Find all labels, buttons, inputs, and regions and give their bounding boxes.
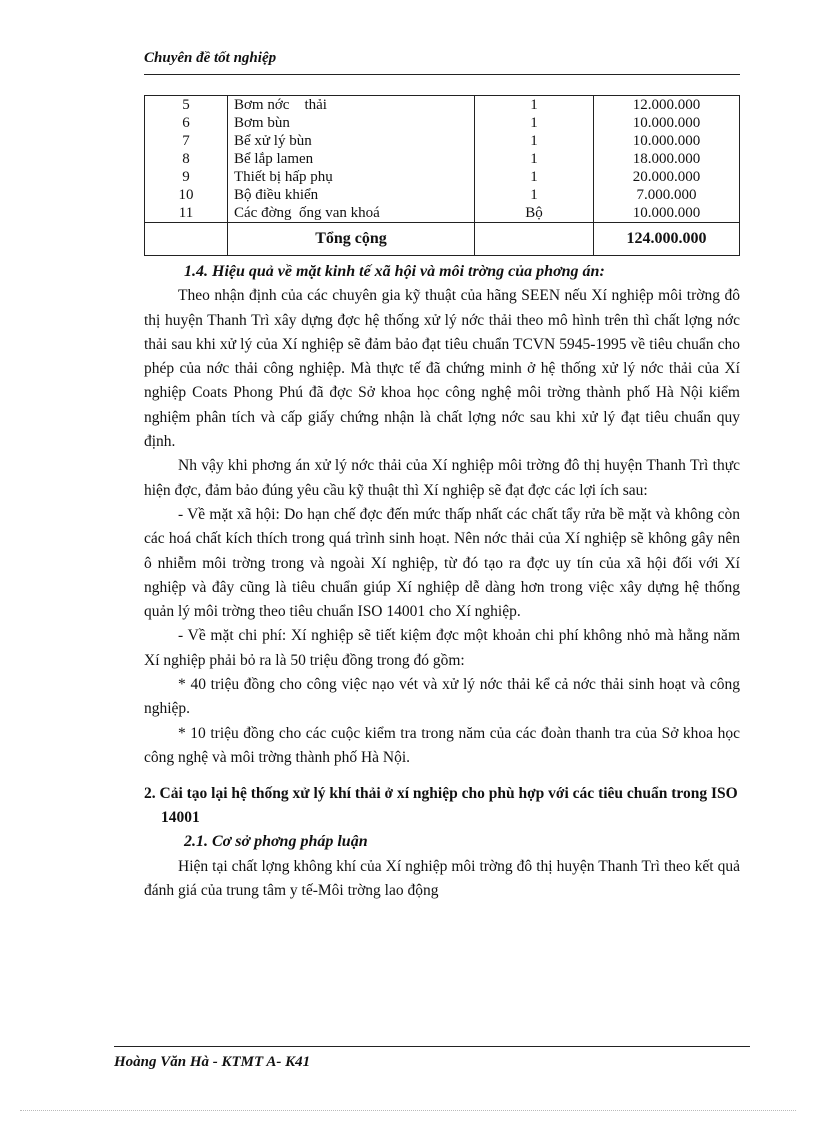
paragraph-cost-benefit: - Về mặt chi phí: Xí nghiệp sẽ tiết kiệm đợc một khoản chi phí không nhỏ mà hằng năm Xí nghiệp phải bỏ ra là 50 triệu đồng trong đó gồm: (144, 627, 740, 669)
row-number: 8 (145, 150, 228, 168)
footer-author: Hoàng Văn Hà - KTMT A- K41 (114, 1054, 311, 1070)
item-name: Các đờng ống van khoá (228, 204, 475, 223)
table-row (145, 150, 740, 168)
table-row (145, 96, 740, 115)
paragraph-social-benefit: - Về mặt xã hội: Do hạn chế đợc đến mức thấp nhất các chất tẩy rửa bề mặt và không còn các hoá chất kích thích trong quá trình sinh hoạt. Nên nớc thải của Xí nghiệp sẽ không gây nên ô nhiễm môi trờng trong và ngoài Xí nghiệp, từ đó tạo ra đợc uy tín của xã hội đối với Xí nghiệp và đây cũng là tiêu chuẩn giúp Xí nghiệp dễ dàng hơn trong việc xây dựng hệ thống quản lý môi trờng theo tiêu chuẩn ISO 14001 cho Xí nghiệp. (144, 505, 740, 621)
table-row (145, 186, 740, 204)
section-2-heading: 2. Cải tạo lại hệ thống xử lý khí thải ở xí nghiệp cho phù hợp với các tiêu chuẩn trong ISO 14001 (144, 785, 738, 827)
item-price: 10.000.000 (594, 204, 740, 223)
document-body (144, 260, 740, 903)
item-quantity: 1 (475, 168, 594, 186)
total-qty-cell (475, 223, 594, 256)
row-number: 11 (145, 204, 228, 223)
item-quantity: Bộ (475, 204, 594, 223)
row-number: 9 (145, 168, 228, 186)
header-divider (144, 74, 740, 75)
bullet-10-million: * 10 triệu đồng cho các cuộc kiểm tra trong năm của các đoàn thanh tra của Sở khoa học công nghệ và môi trờng thành phố Hà Nội. (144, 724, 740, 766)
paragraph-1: Theo nhận định của các chuyên gia kỹ thuật của hãng SEEN nếu Xí nghiệp môi trờng đô thị huyện Thanh Trì xây dựng đợc hệ thống xử lý nớc thải theo mô hình trên thì chất lợng nớc thải sau khi xử lý của Xí nghiệp sẽ đảm bảo đạt tiêu chuẩn TCVN 5945-1995 về tiêu chuẩn cho phép của nớc thải công nghiệp. Mà thực tế đã chứng minh ở hệ thống xử lý nớc thải của Xí nghiệp Coats Phong Phú đã đợc Sở khoa học công nghệ môi trờng thành phố Hà Nội kiểm nghiệm phân tích và cấp giấy chứng nhận là chất lợng nớc sau khi xử lý đạt tiêu chuẩn quy định. (144, 287, 740, 451)
bullet-40-million: * 40 triệu đồng cho công việc nạo vét và xử lý nớc thải kể cả nớc thải sinh hoạt và công nghiệp. (144, 676, 740, 718)
row-number: 10 (145, 186, 228, 204)
footer-divider (114, 1046, 750, 1047)
subsection-2-1-heading: 2.1. Cơ sở phơng pháp luận (184, 833, 368, 851)
page-header-title: Chuyên đề tốt nghiệp (144, 50, 277, 66)
item-quantity: 1 (475, 114, 594, 132)
item-price: 20.000.000 (594, 168, 740, 186)
total-no-cell (145, 223, 228, 256)
item-price: 10.000.000 (594, 132, 740, 150)
paragraph-2: Nh vậy khi phơng án xử lý nớc thải của Xí nghiệp môi trờng đô thị huyện Thanh Trì thực hiện đợc, đảm bảo đúng yêu cầu kỹ thuật thì Xí nghiệp sẽ đạt đợc các lợi ích sau: (144, 457, 740, 499)
item-price: 18.000.000 (594, 150, 740, 168)
item-name: Bể xử lý bùn (228, 132, 475, 150)
total-label: Tổng cộng (228, 223, 475, 256)
row-number: 5 (145, 96, 228, 115)
item-quantity: 1 (475, 96, 594, 115)
item-price: 10.000.000 (594, 114, 740, 132)
item-price: 12.000.000 (594, 96, 740, 115)
total-value: 124.000.000 (594, 223, 740, 256)
item-quantity: 1 (475, 150, 594, 168)
item-name: Bể lắp lamen (228, 150, 475, 168)
row-number: 7 (145, 132, 228, 150)
row-number: 6 (145, 114, 228, 132)
item-name: Thiết bị hấp phụ (228, 168, 475, 186)
table-row (145, 204, 740, 223)
table-body (145, 96, 740, 223)
item-quantity: 1 (475, 186, 594, 204)
paragraph-7: Hiện tại chất lợng không khí của Xí nghiệp môi trờng đô thị huyện Thanh Trì theo kết quả đánh giá của trung tâm y tế-Môi trờng lao động (144, 857, 740, 899)
item-name: Bộ điều khiển (228, 186, 475, 204)
total-row (145, 223, 740, 256)
table-row (145, 168, 740, 186)
item-name: Bơm nớc thải (228, 96, 475, 115)
subsection-1-4-heading: 1.4. Hiệu quả về mặt kinh tế xã hội và môi trờng của phơng án: (184, 263, 605, 280)
page-bottom-edge (20, 1110, 796, 1111)
item-quantity: 1 (475, 132, 594, 150)
equipment-cost-table (144, 95, 740, 256)
item-price: 7.000.000 (594, 186, 740, 204)
table-row (145, 114, 740, 132)
table-row (145, 132, 740, 150)
item-name: Bơm bùn (228, 114, 475, 132)
